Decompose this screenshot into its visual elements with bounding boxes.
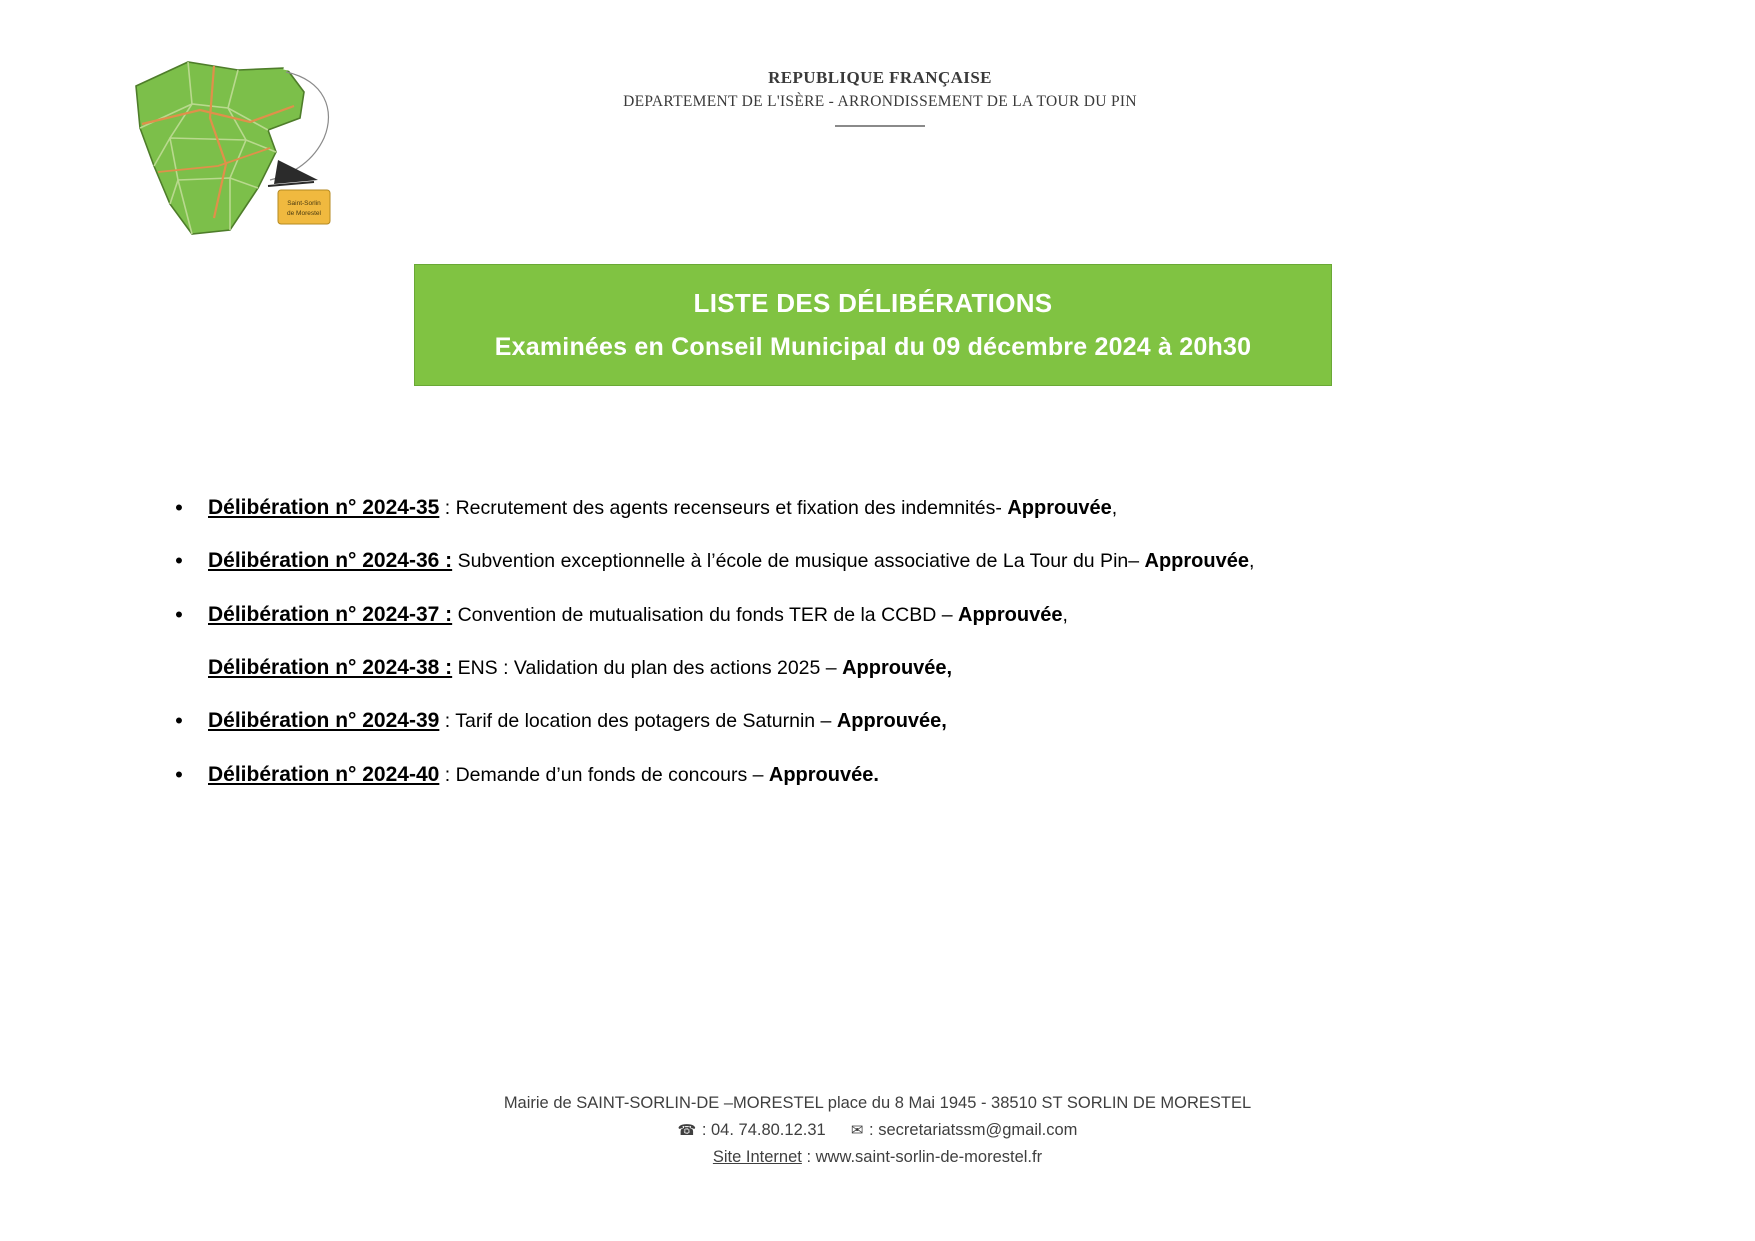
commune-logo <box>118 48 368 248</box>
list-item-text <box>208 602 1610 628</box>
document-header <box>0 0 1755 270</box>
department-line: DEPARTEMENT DE L'ISÈRE - ARRONDISSEMENT DE LA TOUR DU PIN <box>623 93 1137 110</box>
deliberation-separator: : <box>439 763 456 786</box>
deliberation-subject: Recrutement des agents recenseurs et fixation des indemnités- <box>455 497 1008 519</box>
deliberation-subject: Convention de mutualisation du fonds TER de la CCBD – <box>457 603 958 626</box>
deliberation-subject: Tarif de location des potagers de Saturnin – <box>455 710 837 733</box>
list-bullet: • <box>175 708 183 734</box>
phone-icon: ☎ <box>677 1122 698 1140</box>
list-item-text <box>208 708 1610 734</box>
title-band <box>414 264 1332 386</box>
deliberation-trailing: , <box>1111 497 1118 519</box>
list-bullet: • <box>175 495 183 520</box>
footer-site-value: : www.saint-sorlin-de-morestel.fr <box>801 1148 1043 1167</box>
list-item <box>150 655 1610 681</box>
list-item <box>150 708 1610 734</box>
deliberation-trailing: , <box>1248 550 1255 573</box>
list-item <box>150 762 1610 788</box>
deliberation-trailing: , <box>1062 603 1068 626</box>
deliberation-subject: Subvention exceptionnelle à l’école de musique associative de La Tour du Pin– <box>457 550 1145 573</box>
list-bullet: • <box>175 548 183 574</box>
status-badge: Approuvée <box>958 603 1063 626</box>
footer-website <box>0 1144 1755 1171</box>
list-bullet: • <box>175 761 183 787</box>
deliberation-number: Délibération n° 2024-40 <box>208 762 440 786</box>
mail-icon: ✉ <box>850 1122 865 1140</box>
deliberation-separator: : <box>439 497 456 519</box>
title-main: LISTE DES DÉLIBÉRATIONS <box>693 288 1053 318</box>
list-item-text <box>208 762 1610 788</box>
document-footer <box>0 1090 1755 1172</box>
status-badge: Approuvée. <box>768 763 879 786</box>
deliberation-number: Délibération n° 2024-35 <box>208 496 440 519</box>
svg-text:de Morestel: de Morestel <box>287 210 321 217</box>
deliberation-separator: : <box>439 710 456 733</box>
title-subtitle: Examinées en Conseil Municipal du 09 décembre 2024 à 20h30 <box>494 333 1252 361</box>
republic-line: REPUBLIQUE FRANÇAISE <box>768 68 992 87</box>
header-institution-text <box>520 68 1240 127</box>
list-bullet: • <box>175 601 183 627</box>
footer-contact <box>0 1117 1755 1144</box>
footer-email: : secretariatssm@gmail.com <box>869 1121 1078 1140</box>
list-item <box>150 602 1610 628</box>
deliberations-list <box>150 495 1610 815</box>
list-item <box>150 548 1610 574</box>
footer-site-label: Site Internet <box>712 1148 802 1167</box>
status-badge: Approuvée <box>1144 550 1249 573</box>
footer-phone: : 04. 74.80.12.31 <box>701 1121 826 1140</box>
status-badge: Approuvée <box>1007 497 1112 519</box>
status-badge: Approuvée, <box>842 657 953 680</box>
list-item-text <box>208 548 1610 574</box>
svg-text:Saint-Sorlin: Saint-Sorlin <box>287 200 321 207</box>
deliberation-number: Délibération n° 2024-37 : <box>208 602 453 626</box>
deliberation-subject: ENS : Validation du plan des actions 2025 – <box>457 657 843 680</box>
list-item <box>150 495 1610 521</box>
deliberation-number: Délibération n° 2024-39 <box>208 709 440 733</box>
list-item-text <box>208 495 1610 521</box>
deliberation-number: Délibération n° 2024-36 : <box>208 549 453 573</box>
status-badge: Approuvée, <box>836 710 947 733</box>
footer-address: Mairie de SAINT-SORLIN-DE –MORESTEL place du 8 Mai 1945 - 38510 ST SORLIN DE MORESTEL <box>503 1094 1252 1112</box>
deliberation-subject: Demande d’un fonds de concours – <box>455 763 769 786</box>
list-item-text <box>208 655 1610 681</box>
header-divider <box>835 125 925 127</box>
deliberation-number: Délibération n° 2024-38 : <box>208 656 453 680</box>
